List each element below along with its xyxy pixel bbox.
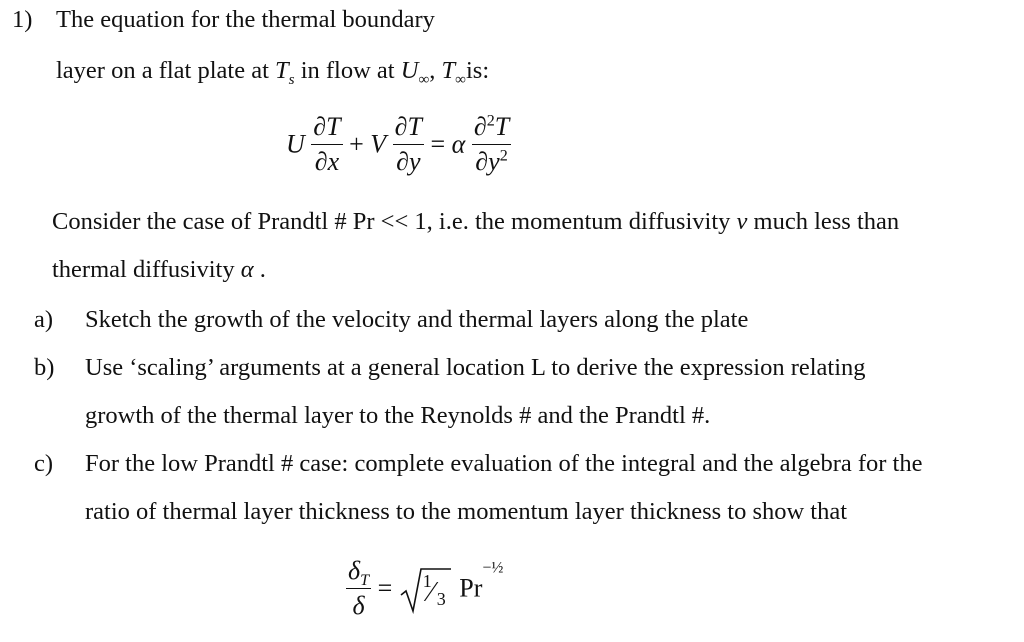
eq2-sqrt [399,563,453,615]
consider-line-1 [52,208,899,236]
equation-energy [286,112,511,177]
eq1-sq-num: 2 [486,112,495,130]
item-b-line-1: Use ‘scaling’ arguments at a general location L to derive the expression relating [85,354,866,381]
eq1-T: T [326,112,341,141]
eq1-x: x [327,147,340,176]
intro-line-2 [56,57,490,88]
eq2-frac-delta [346,556,371,621]
eq1-y: y [488,147,500,176]
item-c-line-2: ratio of thermal layer thickness to the momentum layer thickness to show that [85,498,848,525]
eq1-plus: + [349,129,364,159]
problem-number: 1) [12,6,33,33]
eq2-delta-T: δ [348,556,361,585]
eq2-den [346,588,371,621]
item-b-label: b) [34,354,55,381]
eq1-frac-dTdx [311,112,342,177]
eq2-slash: ⁄ [428,576,434,608]
eq1-num-1 [311,112,342,144]
partial-symbol: ∂ [475,147,489,176]
eq1-frac-dTdy [393,112,424,177]
sub-inf-t: ∞ [455,70,466,88]
intro-line-2-text-a: layer on a flat plate at [56,57,276,84]
eq1-frac-d2Tdy2 [472,112,511,177]
intro-line-2-text-b: in flow at [294,57,401,84]
consider-text-a: Consider the case of Prandtl # Pr << 1, i.e. the momentum diffusivity [52,208,737,235]
eq1-T: T [494,112,510,141]
item-c-line-1: For the low Prandtl # case: complete evaluation of the integral and the algebra for the [85,450,923,477]
eq1-num-3 [472,112,511,144]
eq1-den-3 [472,144,511,177]
eq2-one: 1 [422,570,432,591]
eq2-equals: = [377,573,393,603]
eq2-Pr: Pr [459,573,483,603]
eq1-T: T [407,112,422,141]
intro-line-1: The equation for the thermal boundary [56,6,435,33]
eq2-sub-T: T [360,572,370,590]
partial-symbol: ∂ [313,112,327,141]
alpha-symbol: α [240,256,254,283]
var-T: T [275,57,289,84]
eq1-den-2 [393,144,424,177]
comma: , [429,57,442,84]
nu-symbol: ν [736,208,748,235]
item-a-label: a) [34,306,54,333]
consider-text-c: thermal diffusivity [52,256,241,283]
partial-symbol: ∂ [314,147,328,176]
eq2-num [346,556,371,588]
sub-s: s [288,70,295,88]
item-a-line-1: Sketch the growth of the velocity and thermal layers along the plate [85,306,749,333]
consider-line-2 [52,256,266,284]
eq2-three: 3 [436,588,446,609]
consider-text-b: much less than [747,208,900,235]
eq2-delta: δ [352,591,365,620]
sub-inf-u: ∞ [418,70,430,88]
intro-line-2-text-c: is: [466,57,490,84]
var-T-inf: T [441,57,456,84]
partial-symbol: ∂ [473,112,487,141]
item-b-line-2: growth of the thermal layer to the Reynolds # and the Prandtl #. [85,402,711,429]
var-U: U [400,57,419,84]
eq1-den-1 [311,144,342,177]
item-c-label: c) [34,450,54,477]
equation-thickness-ratio [346,556,503,621]
partial-symbol: ∂ [394,112,408,141]
partial-symbol: ∂ [396,147,409,176]
eq1-sq-den: 2 [499,147,508,165]
eq1-y: y [408,147,421,176]
eq1-U: U [286,129,305,159]
eq1-V: V [370,129,387,159]
eq1-alpha: α [451,129,466,159]
eq1-num-2 [393,112,424,144]
eq2-exponent: −½ [482,559,504,577]
eq1-equals: = [430,129,446,159]
consider-text-d: . [253,256,266,283]
